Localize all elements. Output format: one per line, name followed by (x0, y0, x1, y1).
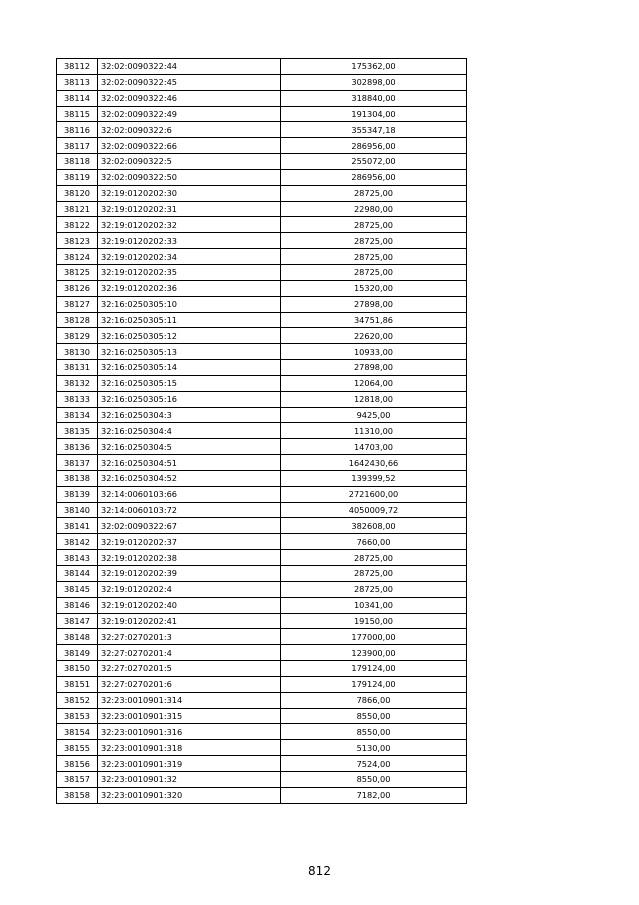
row-id-cell: 38115 (57, 106, 98, 122)
row-id-cell: 38124 (57, 249, 98, 265)
value-cell: 28725,00 (281, 550, 467, 566)
value-cell: 28725,00 (281, 264, 467, 280)
table-row (57, 169, 467, 185)
table-row (57, 518, 467, 534)
cadastral-number-cell: 32:23:0010901:318 (98, 740, 281, 756)
table-row (57, 455, 467, 471)
value-cell: 12064,00 (281, 375, 467, 391)
value-cell: 5130,00 (281, 740, 467, 756)
row-id-cell: 38121 (57, 201, 98, 217)
row-id-cell: 38148 (57, 629, 98, 645)
row-id-cell: 38149 (57, 645, 98, 661)
cadastral-number-cell: 32:16:0250304:52 (98, 470, 281, 486)
table-row (57, 692, 467, 708)
data-table (56, 58, 467, 804)
row-id-cell: 38118 (57, 154, 98, 170)
row-id-cell: 38117 (57, 138, 98, 154)
row-id-cell: 38140 (57, 502, 98, 518)
table-row (57, 708, 467, 724)
row-id-cell: 38137 (57, 455, 98, 471)
table-row (57, 154, 467, 170)
row-id-cell: 38138 (57, 470, 98, 486)
table-row (57, 375, 467, 391)
cadastral-number-cell: 32:02:0090322:5 (98, 154, 281, 170)
value-cell: 1642430,66 (281, 455, 467, 471)
cadastral-number-cell: 32:19:0120202:34 (98, 249, 281, 265)
table-row (57, 185, 467, 201)
cadastral-number-cell: 32:16:0250305:14 (98, 360, 281, 376)
cadastral-number-cell: 32:19:0120202:37 (98, 534, 281, 550)
value-cell: 19150,00 (281, 613, 467, 629)
cadastral-number-cell: 32:02:0090322:66 (98, 138, 281, 154)
cadastral-number-cell: 32:19:0120202:40 (98, 597, 281, 613)
table-row (57, 312, 467, 328)
page-number: 812 (308, 864, 331, 878)
value-cell: 22980,00 (281, 201, 467, 217)
table-row (57, 280, 467, 296)
row-id-cell: 38144 (57, 566, 98, 582)
cadastral-number-cell: 32:16:0250305:16 (98, 391, 281, 407)
cadastral-number-cell: 32:27:0270201:4 (98, 645, 281, 661)
table-row (57, 502, 467, 518)
table-row (57, 566, 467, 582)
table-row (57, 629, 467, 645)
row-id-cell: 38122 (57, 217, 98, 233)
cadastral-number-cell: 32:19:0120202:31 (98, 201, 281, 217)
value-cell: 302898,00 (281, 74, 467, 90)
cadastral-number-cell: 32:23:0010901:320 (98, 787, 281, 803)
cadastral-number-cell: 32:23:0010901:315 (98, 708, 281, 724)
row-id-cell: 38135 (57, 423, 98, 439)
value-cell: 175362,00 (281, 59, 467, 75)
value-cell: 7524,00 (281, 756, 467, 772)
cadastral-number-cell: 32:19:0120202:35 (98, 264, 281, 280)
value-cell: 7182,00 (281, 787, 467, 803)
row-id-cell: 38127 (57, 296, 98, 312)
table-row (57, 296, 467, 312)
cadastral-number-cell: 32:16:0250304:3 (98, 407, 281, 423)
row-id-cell: 38146 (57, 597, 98, 613)
value-cell: 7660,00 (281, 534, 467, 550)
cadastral-number-cell: 32:19:0120202:30 (98, 185, 281, 201)
row-id-cell: 38139 (57, 486, 98, 502)
cadastral-number-cell: 32:16:0250305:12 (98, 328, 281, 344)
row-id-cell: 38113 (57, 74, 98, 90)
row-id-cell: 38147 (57, 613, 98, 629)
row-id-cell: 38120 (57, 185, 98, 201)
value-cell: 355347,18 (281, 122, 467, 138)
cadastral-number-cell: 32:14:0060103:72 (98, 502, 281, 518)
table-body (57, 59, 467, 804)
cadastral-number-cell: 32:02:0090322:45 (98, 74, 281, 90)
table-row (57, 122, 467, 138)
value-cell: 286956,00 (281, 138, 467, 154)
table-row (57, 597, 467, 613)
row-id-cell: 38112 (57, 59, 98, 75)
table-row (57, 391, 467, 407)
cadastral-number-cell: 32:02:0090322:46 (98, 90, 281, 106)
cadastral-number-cell: 32:16:0250305:11 (98, 312, 281, 328)
value-cell: 4050009,72 (281, 502, 467, 518)
table-row (57, 233, 467, 249)
table-row (57, 328, 467, 344)
value-cell: 34751,86 (281, 312, 467, 328)
table-row (57, 771, 467, 787)
table-row (57, 724, 467, 740)
table-row (57, 756, 467, 772)
value-cell: 28725,00 (281, 581, 467, 597)
row-id-cell: 38145 (57, 581, 98, 597)
cadastral-number-cell: 32:27:0270201:3 (98, 629, 281, 645)
table-row (57, 201, 467, 217)
table-row (57, 360, 467, 376)
cadastral-number-cell: 32:27:0270201:6 (98, 676, 281, 692)
row-id-cell: 38134 (57, 407, 98, 423)
cadastral-number-cell: 32:27:0270201:5 (98, 661, 281, 677)
row-id-cell: 38143 (57, 550, 98, 566)
table-row (57, 74, 467, 90)
row-id-cell: 38114 (57, 90, 98, 106)
value-cell: 14703,00 (281, 439, 467, 455)
table-row (57, 217, 467, 233)
value-cell: 8550,00 (281, 771, 467, 787)
value-cell: 27898,00 (281, 296, 467, 312)
value-cell: 28725,00 (281, 217, 467, 233)
value-cell: 179124,00 (281, 661, 467, 677)
table-row (57, 661, 467, 677)
cadastral-number-cell: 32:19:0120202:39 (98, 566, 281, 582)
value-cell: 139399,52 (281, 470, 467, 486)
value-cell: 28725,00 (281, 233, 467, 249)
row-id-cell: 38126 (57, 280, 98, 296)
row-id-cell: 38132 (57, 375, 98, 391)
table-row (57, 249, 467, 265)
table-row (57, 676, 467, 692)
cadastral-number-cell: 32:16:0250305:10 (98, 296, 281, 312)
row-id-cell: 38128 (57, 312, 98, 328)
cadastral-number-cell: 32:14:0060103:66 (98, 486, 281, 502)
row-id-cell: 38116 (57, 122, 98, 138)
value-cell: 123900,00 (281, 645, 467, 661)
row-id-cell: 38153 (57, 708, 98, 724)
table-row (57, 138, 467, 154)
row-id-cell: 38158 (57, 787, 98, 803)
value-cell: 28725,00 (281, 566, 467, 582)
value-cell: 12818,00 (281, 391, 467, 407)
table-row (57, 264, 467, 280)
table-row (57, 59, 467, 75)
row-id-cell: 38155 (57, 740, 98, 756)
value-cell: 28725,00 (281, 185, 467, 201)
row-id-cell: 38125 (57, 264, 98, 280)
row-id-cell: 38129 (57, 328, 98, 344)
table-row (57, 534, 467, 550)
cadastral-number-cell: 32:16:0250304:5 (98, 439, 281, 455)
value-cell: 382608,00 (281, 518, 467, 534)
value-cell: 255072,00 (281, 154, 467, 170)
table-row (57, 106, 467, 122)
cadastral-number-cell: 32:19:0120202:4 (98, 581, 281, 597)
table-row (57, 407, 467, 423)
table-row (57, 470, 467, 486)
cadastral-number-cell: 32:23:0010901:319 (98, 756, 281, 772)
value-cell: 11310,00 (281, 423, 467, 439)
row-id-cell: 38156 (57, 756, 98, 772)
row-id-cell: 38157 (57, 771, 98, 787)
value-cell: 318840,00 (281, 90, 467, 106)
table-row (57, 740, 467, 756)
cadastral-number-cell: 32:02:0090322:50 (98, 169, 281, 185)
table-row (57, 787, 467, 803)
value-cell: 179124,00 (281, 676, 467, 692)
table-row (57, 581, 467, 597)
value-cell: 191304,00 (281, 106, 467, 122)
value-cell: 7866,00 (281, 692, 467, 708)
row-id-cell: 38154 (57, 724, 98, 740)
cadastral-number-cell: 32:19:0120202:32 (98, 217, 281, 233)
value-cell: 286956,00 (281, 169, 467, 185)
row-id-cell: 38133 (57, 391, 98, 407)
cadastral-number-cell: 32:16:0250305:13 (98, 344, 281, 360)
table-row (57, 439, 467, 455)
value-cell: 8550,00 (281, 708, 467, 724)
value-cell: 8550,00 (281, 724, 467, 740)
value-cell: 177000,00 (281, 629, 467, 645)
row-id-cell: 38131 (57, 360, 98, 376)
cadastral-number-cell: 32:23:0010901:316 (98, 724, 281, 740)
value-cell: 22620,00 (281, 328, 467, 344)
row-id-cell: 38130 (57, 344, 98, 360)
cadastral-number-cell: 32:02:0090322:49 (98, 106, 281, 122)
value-cell: 10933,00 (281, 344, 467, 360)
cadastral-number-cell: 32:19:0120202:36 (98, 280, 281, 296)
row-id-cell: 38151 (57, 676, 98, 692)
cadastral-number-cell: 32:19:0120202:41 (98, 613, 281, 629)
table-row (57, 550, 467, 566)
cadastral-number-cell: 32:02:0090322:6 (98, 122, 281, 138)
cadastral-number-cell: 32:23:0010901:314 (98, 692, 281, 708)
cadastral-number-cell: 32:19:0120202:38 (98, 550, 281, 566)
cadastral-number-cell: 32:02:0090322:44 (98, 59, 281, 75)
cadastral-number-cell: 32:19:0120202:33 (98, 233, 281, 249)
table-row (57, 344, 467, 360)
cadastral-number-cell: 32:16:0250305:15 (98, 375, 281, 391)
row-id-cell: 38123 (57, 233, 98, 249)
value-cell: 2721600,00 (281, 486, 467, 502)
row-id-cell: 38150 (57, 661, 98, 677)
row-id-cell: 38141 (57, 518, 98, 534)
table-row (57, 423, 467, 439)
value-cell: 9425,00 (281, 407, 467, 423)
cadastral-number-cell: 32:23:0010901:32 (98, 771, 281, 787)
value-cell: 27898,00 (281, 360, 467, 376)
row-id-cell: 38119 (57, 169, 98, 185)
row-id-cell: 38136 (57, 439, 98, 455)
table-row (57, 645, 467, 661)
cadastral-number-cell: 32:16:0250304:51 (98, 455, 281, 471)
cadastral-number-cell: 32:16:0250304:4 (98, 423, 281, 439)
row-id-cell: 38142 (57, 534, 98, 550)
value-cell: 10341,00 (281, 597, 467, 613)
table-row (57, 613, 467, 629)
value-cell: 28725,00 (281, 249, 467, 265)
row-id-cell: 38152 (57, 692, 98, 708)
cadastral-number-cell: 32:02:0090322:67 (98, 518, 281, 534)
value-cell: 15320,00 (281, 280, 467, 296)
table-row (57, 90, 467, 106)
table-row (57, 486, 467, 502)
